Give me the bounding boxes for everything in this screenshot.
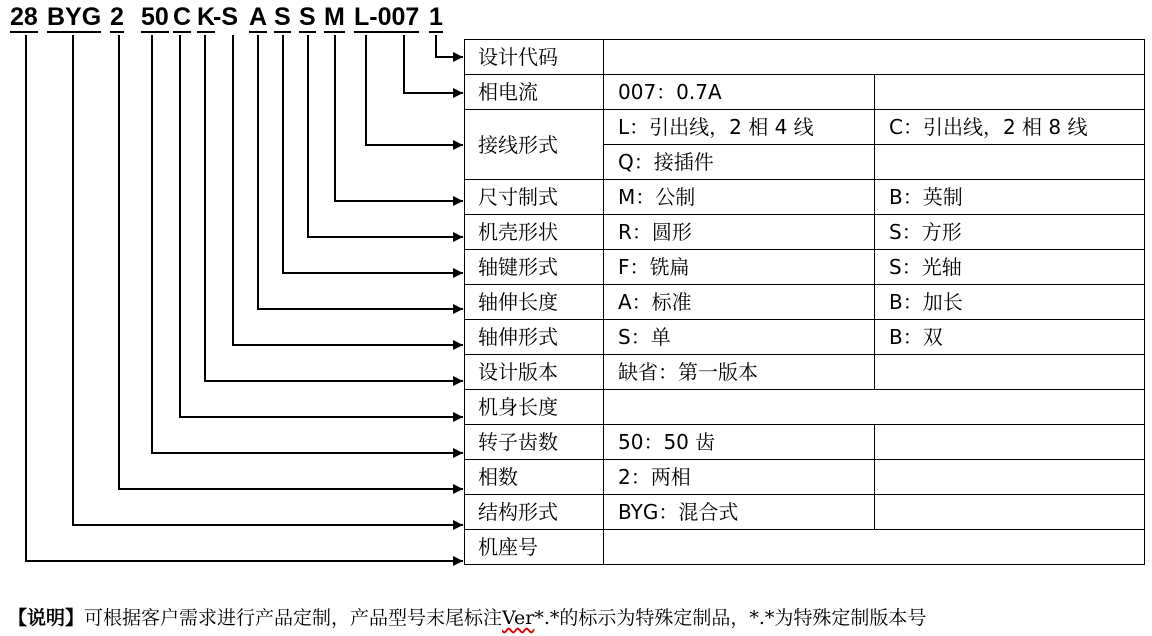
leader-dimension-standard <box>335 35 463 201</box>
table-row <box>465 355 1145 390</box>
field-label: 尺寸制式 <box>465 180 604 215</box>
footnote-text: 可根据客户需求进行产品定制，产品型号末尾标注 <box>84 607 503 629</box>
code-seg-phase: 2 <box>110 3 124 31</box>
option-cell <box>875 425 1145 460</box>
option-cell: F：铣扁 <box>604 250 875 285</box>
code-seg-housing-shape: S <box>299 3 316 31</box>
option-cell: S：方形 <box>875 215 1145 250</box>
option-cell <box>875 355 1145 390</box>
leader-shaft-type <box>233 35 463 345</box>
option-cell: B：加长 <box>875 285 1145 320</box>
option-cell: 缺省：第一版本 <box>604 355 875 390</box>
code-seg-shaft-type: -S <box>213 3 238 31</box>
leader-design-code <box>436 35 463 57</box>
option-cell <box>875 460 1145 495</box>
footnote <box>8 604 926 632</box>
option-cell: M：公制 <box>604 180 875 215</box>
option-cell: R：圆形 <box>604 215 875 250</box>
table-row <box>465 495 1145 530</box>
option-cell <box>875 145 1145 180</box>
option-cell: 50：50 齿 <box>604 425 875 460</box>
table-row <box>465 75 1145 110</box>
code-seg-rotor-teeth: 50 <box>141 3 169 31</box>
table-row <box>465 180 1145 215</box>
option-cell: B：双 <box>875 320 1145 355</box>
option-cell <box>604 40 1145 75</box>
table-row <box>465 285 1145 320</box>
leader-structure <box>73 35 463 525</box>
code-seg-structure: BYG <box>47 3 102 31</box>
footnote-text-end: *.*的标示为特殊定制品，*.*为特殊定制版本号 <box>534 607 927 629</box>
field-label: 轴伸长度 <box>465 285 604 320</box>
table-row <box>465 40 1145 75</box>
table-row <box>465 530 1145 565</box>
field-label: 轴键形式 <box>465 250 604 285</box>
code-seg-design-version: K <box>197 3 216 31</box>
table-row <box>465 390 1145 425</box>
field-label: 结构形式 <box>465 495 604 530</box>
table-row <box>465 110 1145 145</box>
code-seg-shaft-length: A <box>249 3 268 31</box>
field-label: 机壳形状 <box>465 215 604 250</box>
code-seg-frame-size: 28 <box>10 3 38 31</box>
field-label: 转子齿数 <box>465 425 604 460</box>
option-cell <box>875 75 1145 110</box>
leader-wiring <box>366 35 463 145</box>
code-seg-design-code: 1 <box>429 3 443 31</box>
table-row <box>465 320 1145 355</box>
option-cell: BYG：混合式 <box>604 495 875 530</box>
field-label: 相数 <box>465 460 604 495</box>
field-label: 设计版本 <box>465 355 604 390</box>
option-cell: B：英制 <box>875 180 1145 215</box>
code-seg-dimension-standard: M <box>324 3 345 31</box>
leader-phase-current <box>404 35 463 93</box>
footnote-ver: Ver <box>502 607 535 629</box>
option-cell <box>604 530 1145 565</box>
option-cell: 2：两相 <box>604 460 875 495</box>
field-label: 轴伸形式 <box>465 320 604 355</box>
code-seg-shaft-key: S <box>274 3 291 31</box>
code-seg-wiring-current: L-007 <box>354 3 420 31</box>
table-row <box>465 250 1145 285</box>
option-cell: L：引出线，2 相 4 线 <box>604 110 875 145</box>
leader-frame-size <box>26 35 463 561</box>
table-row <box>465 425 1145 460</box>
field-label: 接线形式 <box>465 110 604 180</box>
leader-shaft-length <box>258 35 463 309</box>
option-cell: S：单 <box>604 320 875 355</box>
option-cell: C：引出线，2 相 8 线 <box>875 110 1145 145</box>
option-cell: 007：0.7A <box>604 75 875 110</box>
leader-phase-count <box>119 35 463 489</box>
option-cell: A：标准 <box>604 285 875 320</box>
leader-housing-shape <box>308 35 463 237</box>
option-cell <box>875 495 1145 530</box>
footnote-label: 【说明】 <box>8 607 85 629</box>
option-cell <box>604 390 1145 425</box>
option-cell: S：光轴 <box>875 250 1145 285</box>
field-label: 机身长度 <box>465 390 604 425</box>
table-row <box>465 460 1145 495</box>
field-label: 设计代码 <box>465 40 604 75</box>
field-label: 相电流 <box>465 75 604 110</box>
option-cell: Q：接插件 <box>604 145 875 180</box>
spec-table <box>464 39 1145 565</box>
table-row <box>465 215 1145 250</box>
code-seg-body-length: C <box>173 3 192 31</box>
field-label: 机座号 <box>465 530 604 565</box>
